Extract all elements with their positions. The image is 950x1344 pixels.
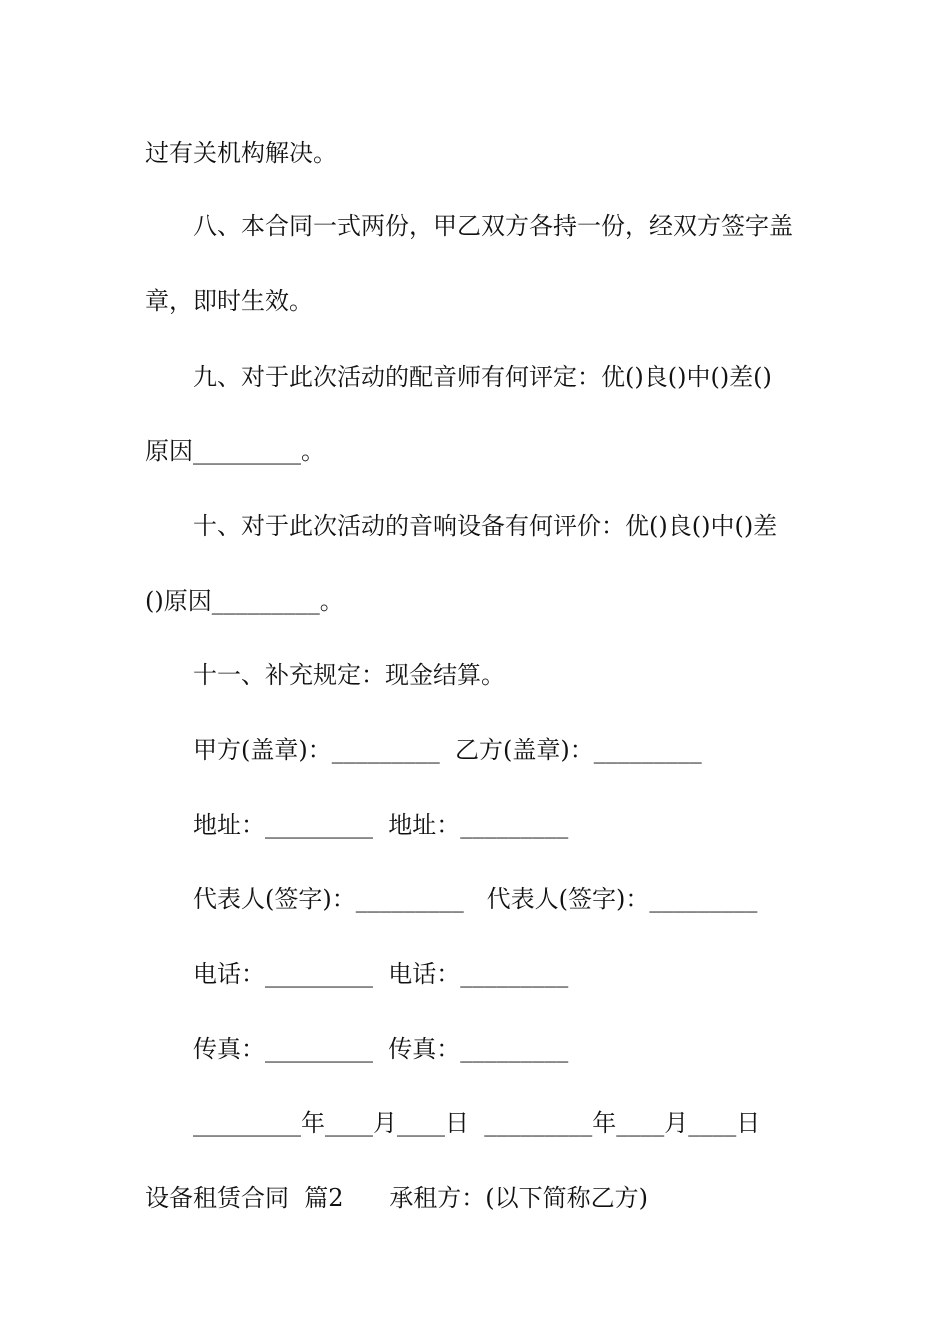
paragraph-line: 过有关机构解决。	[145, 139, 337, 167]
section-heading: 设备租赁合同 篇2 承租方：(以下简称乙方)	[145, 1184, 649, 1212]
signature-line: 传真：_________ 传真：_________	[193, 1035, 569, 1063]
signature-line: 甲方(盖章)：_________ 乙方(盖章)：_________	[193, 736, 702, 764]
paragraph-line: 八、本合同一式两份，甲乙双方各持一份，经双方签字盖	[193, 212, 793, 240]
paragraph-line: ()原因_________。	[145, 587, 344, 615]
signature-line: 代表人(签字)：_________ 代表人(签字)：_________	[193, 885, 758, 913]
signature-line: 地址：_________ 地址：_________	[193, 811, 569, 839]
date-line: _________年____月____日 _________年____月____日	[193, 1109, 761, 1137]
paragraph-line: 十、对于此次活动的音响设备有何评价：优()良()中()差	[193, 512, 778, 540]
paragraph-line: 章，即时生效。	[145, 287, 313, 315]
paragraph-line: 九、对于此次活动的配音师有何评定：优()良()中()差()	[193, 363, 772, 391]
paragraph-line: 十一、补充规定：现金结算。	[193, 661, 505, 689]
signature-line: 电话：_________ 电话：_________	[193, 960, 569, 988]
paragraph-line: 原因_________。	[145, 437, 325, 465]
